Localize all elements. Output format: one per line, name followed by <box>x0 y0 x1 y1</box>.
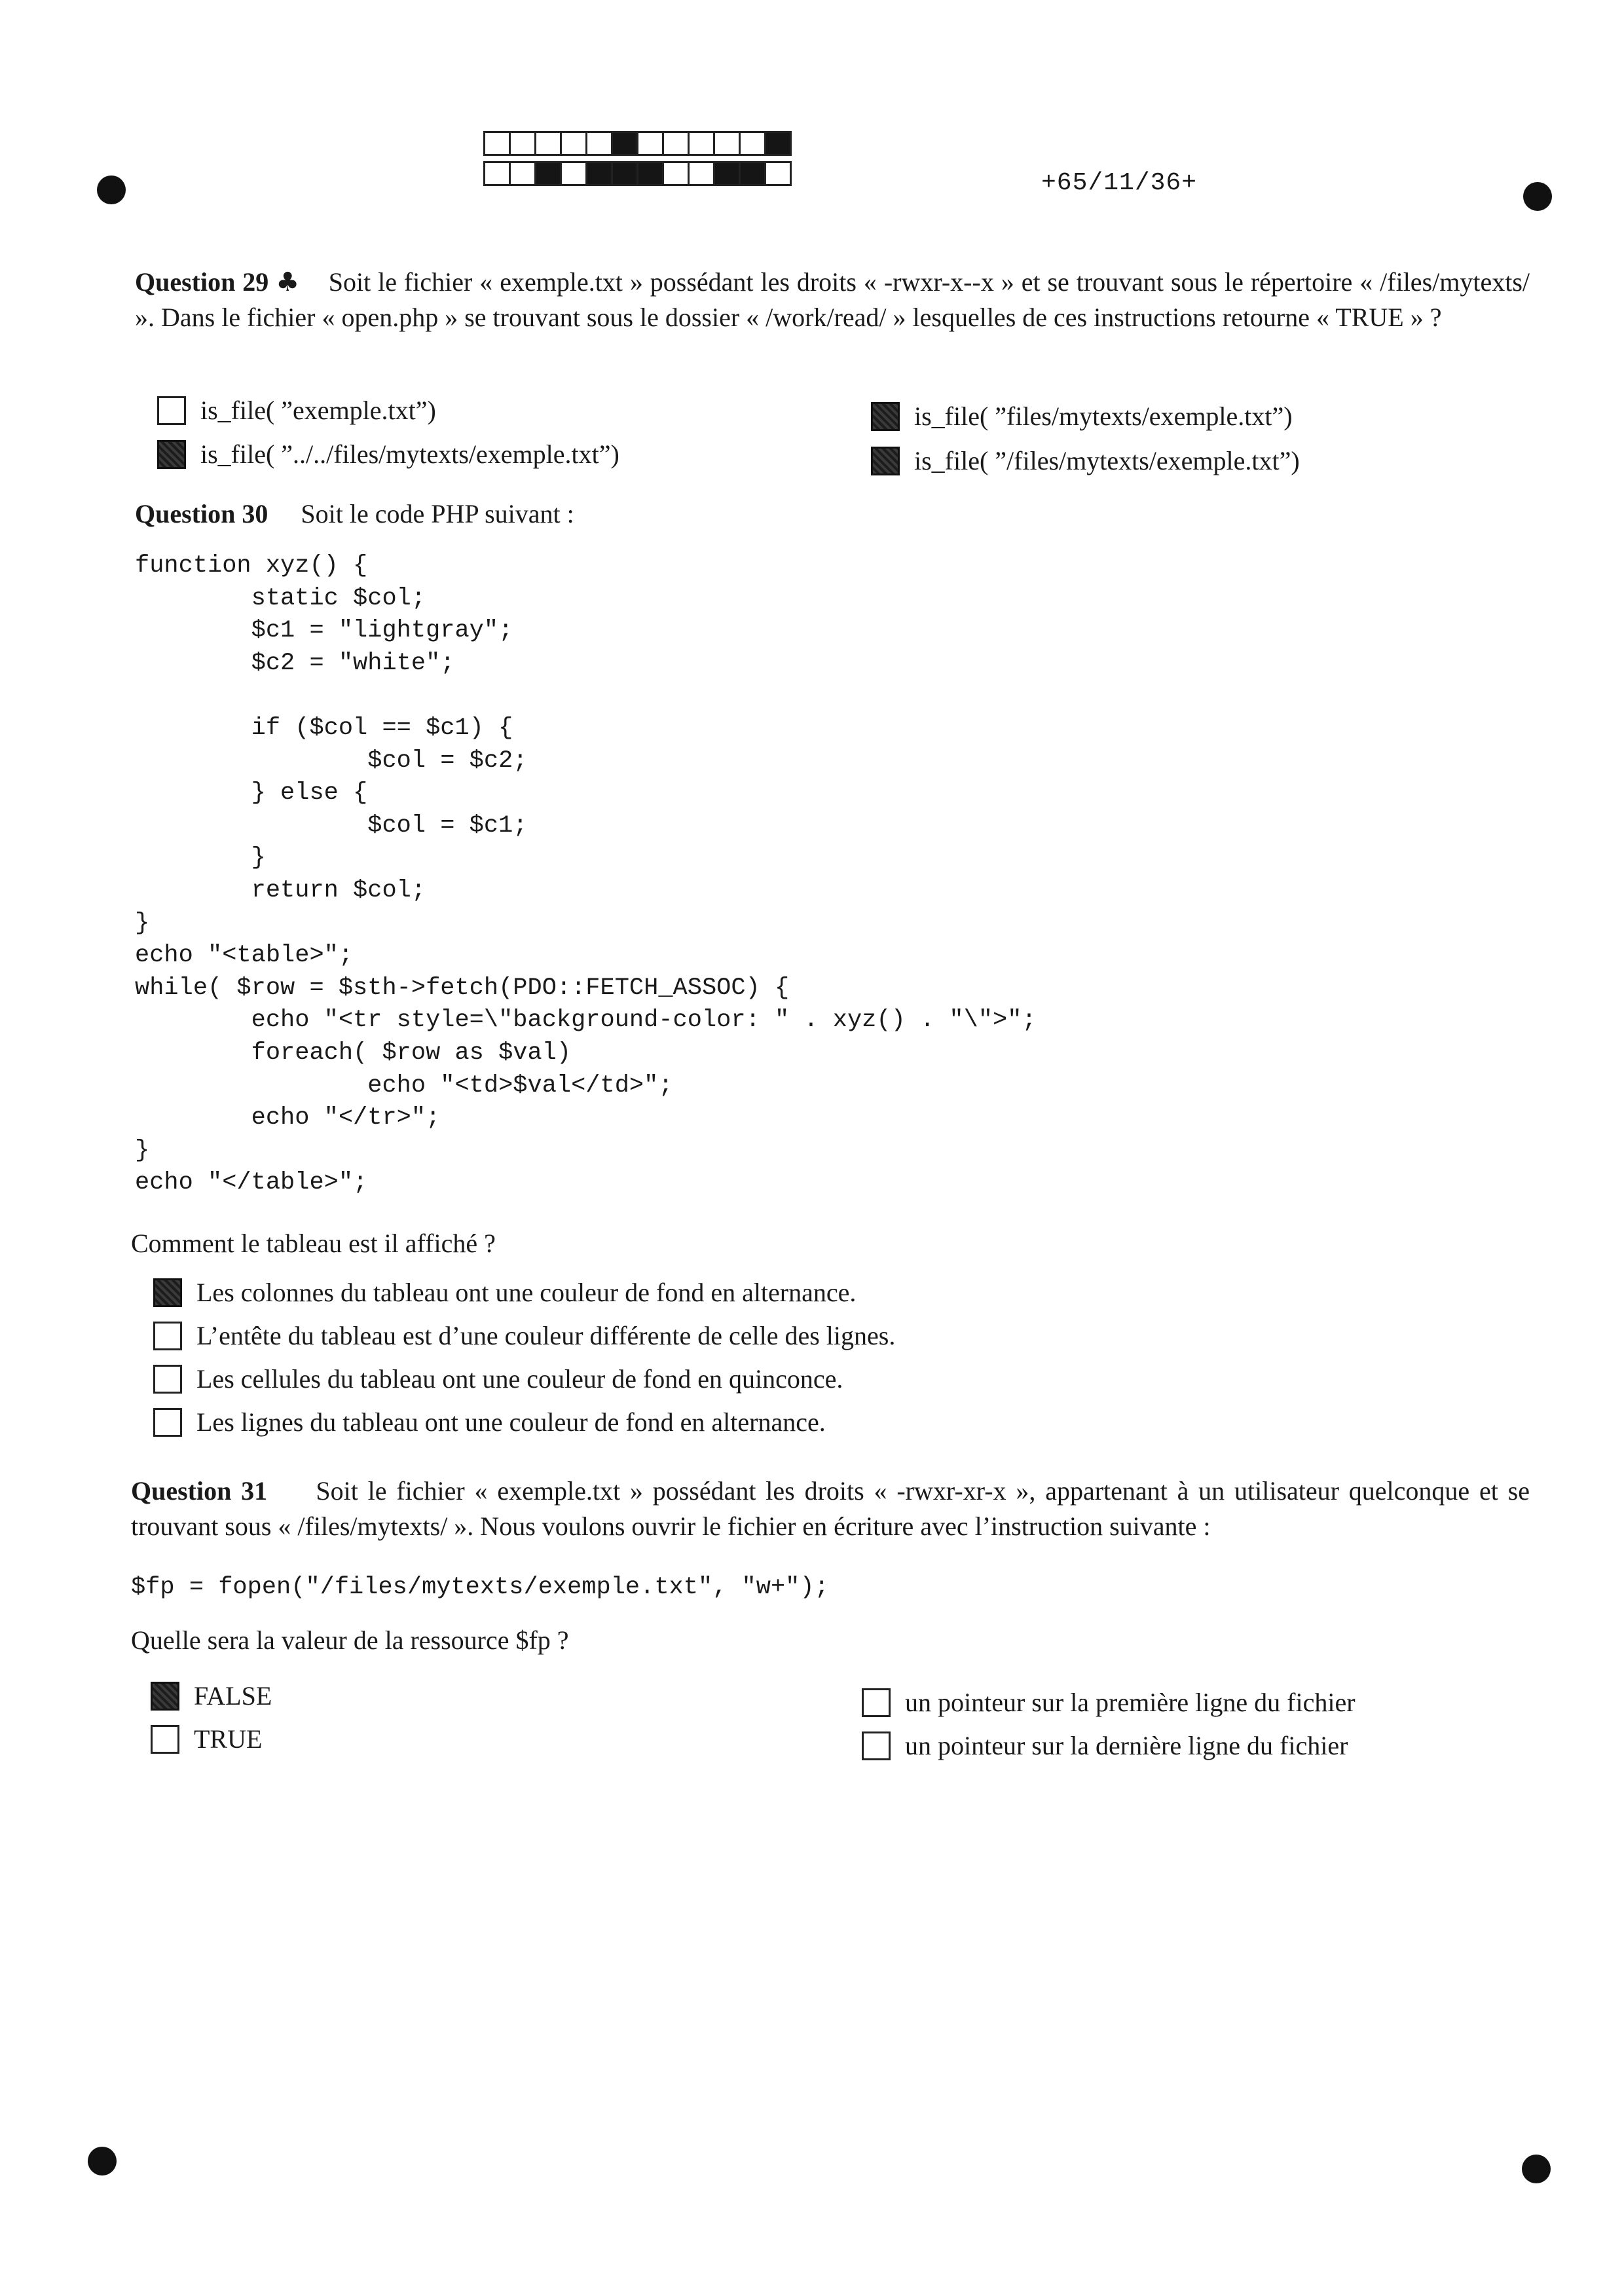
q30-option-4-checkbox[interactable] <box>153 1408 182 1437</box>
page-identifier: +65/11/36+ <box>1041 169 1198 197</box>
scan-code-grid-row-1 <box>483 131 790 156</box>
q29-option-3-label: is_file( ”files/mytexts/exemple.txt”) <box>914 401 1293 431</box>
q31-option-4[interactable] <box>862 1730 1348 1761</box>
scan-code-cell <box>509 161 536 186</box>
scan-code-cell <box>688 161 715 186</box>
registration-mark-bottom-right <box>1522 2155 1551 2183</box>
q31-option-2-checkbox[interactable] <box>151 1725 179 1754</box>
q31-option-2-label: TRUE <box>194 1724 263 1754</box>
scan-code-cell <box>662 131 690 156</box>
scan-code-cell <box>585 161 613 186</box>
q29-option-1[interactable] <box>157 395 436 426</box>
q29-option-2-label: is_file( ”../../files/mytexts/exemple.txt”) <box>200 439 619 469</box>
scan-code-cell <box>560 161 587 186</box>
q29-option-4-checkbox[interactable] <box>871 447 900 475</box>
scan-code-cell <box>713 161 741 186</box>
question-31-text: Soit le fichier « exemple.txt » possédant les droits « -rwxr-xr-x », appartenant à un utilisateur quelconque et se trouvant sous « /files/mytexts/ ». Nous voulons ouvrir le fichier en écriture avec l’instruction suivante : <box>131 1476 1530 1541</box>
q29-option-2-checkbox[interactable] <box>157 440 186 469</box>
scan-code-cell <box>713 131 741 156</box>
question-31-code: $fp = fopen("/files/mytexts/exemple.txt", "w+"); <box>131 1574 829 1601</box>
q30-option-3-label: Les cellules du tableau ont une couleur de fond en quinconce. <box>196 1364 843 1394</box>
question-31-question: Quelle sera la valeur de la ressource $fp ? <box>131 1625 569 1655</box>
q30-option-4-label: Les lignes du tableau ont une couleur de fond en alternance. <box>196 1407 826 1437</box>
q31-option-1-checkbox[interactable] <box>151 1682 179 1711</box>
q31-option-1[interactable] <box>151 1680 272 1711</box>
scan-code-cell <box>585 131 613 156</box>
q31-option-3-checkbox[interactable] <box>862 1688 891 1717</box>
registration-mark-top-right <box>1523 182 1552 211</box>
q29-option-3[interactable] <box>871 401 1293 432</box>
scan-code-cell <box>764 131 792 156</box>
question-30-code: function xyz() { static $col; $c1 = "lightgray"; $c2 = "white"; if ($col == $c1) { $col = $c2; } else { $col = $c1; } return $col; } echo "<table>"; while( $row = $sth->fetch(PDO::FETCH_ASSOC) { echo "<tr style=\"background-color: " . xyz() . "\">"; foreach( $row as $val) echo "<td>$val</td>"; echo "</tr>"; } echo "</table>"; <box>135 552 1037 1197</box>
scan-code-cell <box>611 131 638 156</box>
question-31-block <box>131 1473 1530 1544</box>
scan-code-cell <box>662 161 690 186</box>
q30-option-2-label: L’entête du tableau est d’une couleur différente de celle des lignes. <box>196 1321 896 1350</box>
q31-option-2[interactable] <box>151 1724 262 1754</box>
q29-option-3-checkbox[interactable] <box>871 402 900 431</box>
q30-option-3-checkbox[interactable] <box>153 1365 182 1394</box>
scan-code-cell <box>764 161 792 186</box>
question-30-label: Question 30 <box>135 499 268 528</box>
q29-option-1-checkbox[interactable] <box>157 396 186 425</box>
scan-code-cell <box>739 131 766 156</box>
scan-code-cell <box>483 161 511 186</box>
question-29-block <box>135 265 1530 335</box>
question-29-text: Soit le fichier « exemple.txt » possédant les droits « -rwxr-x--x » et se trouvant sous le répertoire « /files/mytexts/ ». Dans le fichier « open.php » se trouvant sous le dossier « /work/read/ » lesquelles de ces instructions retourne « TRUE » ? <box>135 267 1530 332</box>
q30-option-2[interactable] <box>153 1320 895 1351</box>
scan-code-cell <box>560 131 587 156</box>
scan-code-cell <box>534 131 562 156</box>
q31-option-3-label: un pointeur sur la première ligne du fichier <box>905 1688 1356 1717</box>
q30-option-3[interactable] <box>153 1363 843 1394</box>
question-31-label: Question 31 <box>131 1476 268 1506</box>
q31-option-4-label: un pointeur sur la dernière ligne du fichier <box>905 1731 1348 1760</box>
question-29-label: Question 29 <box>135 267 269 297</box>
q30-option-1[interactable] <box>153 1277 856 1308</box>
q29-option-1-label: is_file( ”exemple.txt”) <box>200 396 436 425</box>
scan-code-cell <box>739 161 766 186</box>
scan-code-cell <box>483 131 511 156</box>
q29-option-2[interactable] <box>157 439 619 470</box>
club-icon: ♣ <box>275 267 301 297</box>
scan-code-grid-row-2 <box>483 161 790 186</box>
scan-code-cell <box>688 131 715 156</box>
scan-code-cell <box>611 161 638 186</box>
q30-option-2-checkbox[interactable] <box>153 1322 182 1350</box>
q30-option-4[interactable] <box>153 1407 826 1437</box>
question-30-text: Soit le code PHP suivant : <box>301 499 574 528</box>
scan-code-cell <box>509 131 536 156</box>
scan-code-cell <box>637 161 664 186</box>
scan-code-cell <box>534 161 562 186</box>
q31-option-3[interactable] <box>862 1687 1356 1718</box>
scan-code-cell <box>637 131 664 156</box>
registration-mark-bottom-left <box>88 2147 117 2176</box>
q31-option-1-label: FALSE <box>194 1681 272 1711</box>
registration-mark-top-left <box>97 176 126 204</box>
q31-option-4-checkbox[interactable] <box>862 1731 891 1760</box>
question-30-question: Comment le tableau est il affiché ? <box>131 1229 496 1258</box>
question-30-heading <box>135 496 574 532</box>
q30-option-1-label: Les colonnes du tableau ont une couleur de fond en alternance. <box>196 1278 857 1307</box>
q29-option-4-label: is_file( ”/files/mytexts/exemple.txt”) <box>914 446 1300 475</box>
q29-option-4[interactable] <box>871 445 1300 476</box>
q30-option-1-checkbox[interactable] <box>153 1278 182 1307</box>
